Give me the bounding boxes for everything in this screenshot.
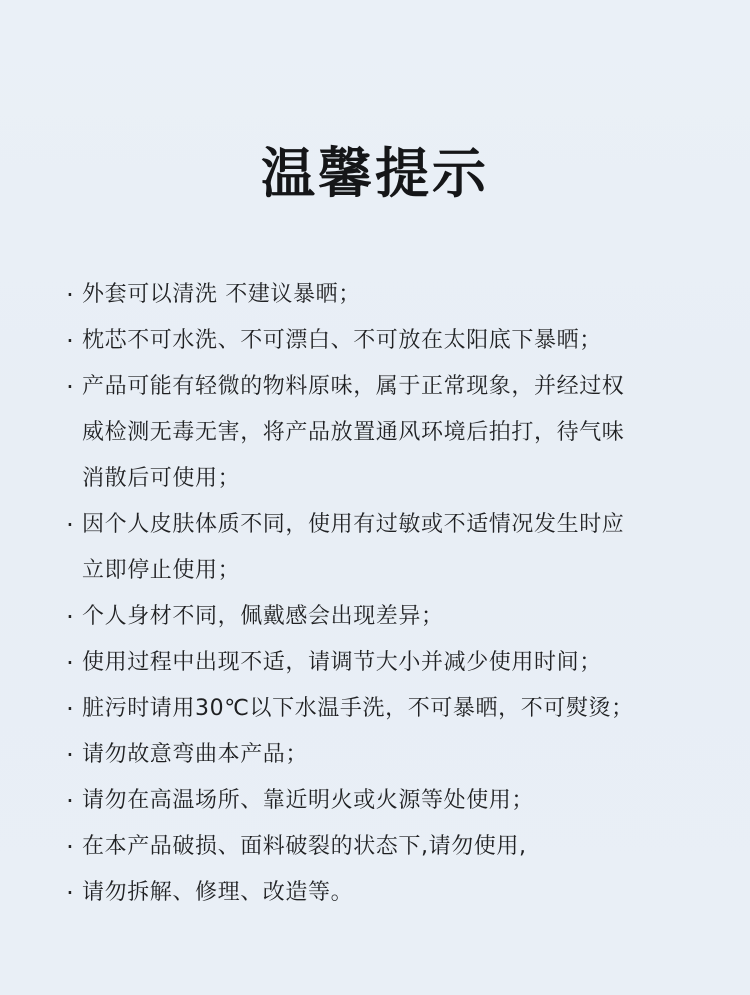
page-title: 温馨提示 bbox=[261, 142, 489, 206]
tip-item bbox=[58, 364, 708, 502]
tip-text: 使用过程中出现不适，请调节大小并减少使用时间； bbox=[82, 650, 602, 675]
bullet-icon: · bbox=[66, 511, 74, 539]
tip-text: 请勿拆解、修理、改造等。 bbox=[82, 880, 354, 905]
tip-text: 请勿在高温场所、靠近明火或火源等处使用； bbox=[82, 788, 535, 813]
tip-text: 产品可能有轻微的物料原味，属于正常现象，并经过权 威检测无毒无害，将产品放置通风环境后拍打，待气味 消散后可使用； bbox=[82, 374, 625, 491]
tip-item bbox=[58, 824, 708, 870]
tip-item bbox=[58, 594, 708, 640]
bullet-icon: · bbox=[66, 327, 74, 355]
tip-item bbox=[58, 870, 708, 916]
tip-item bbox=[58, 318, 708, 364]
bullet-icon: · bbox=[66, 649, 74, 677]
tip-text: 外套可以清洗 不建议暴晒； bbox=[82, 282, 361, 307]
tip-text: 枕芯不可水洗、不可漂白、不可放在太阳底下暴晒； bbox=[82, 328, 602, 353]
tip-item bbox=[58, 732, 708, 778]
bullet-icon: · bbox=[66, 603, 74, 631]
bullet-icon: · bbox=[66, 787, 74, 815]
tip-text: 在本产品破损、面料破裂的状态下,请勿使用, bbox=[82, 834, 527, 859]
tips-list bbox=[58, 272, 708, 916]
tip-text: 因个人皮肤体质不同，使用有过敏或不适情况发生时应 立即停止使用； bbox=[82, 512, 625, 583]
bullet-icon: · bbox=[66, 281, 74, 309]
tip-item bbox=[58, 502, 708, 594]
tip-item bbox=[58, 686, 708, 732]
bullet-icon: · bbox=[66, 833, 74, 861]
tip-item bbox=[58, 272, 708, 318]
bullet-icon: · bbox=[66, 373, 74, 401]
tip-item bbox=[58, 640, 708, 686]
bullet-icon: · bbox=[66, 741, 74, 769]
tip-text: 脏污时请用30℃以下水温手洗，不可暴晒，不可熨烫； bbox=[82, 696, 634, 721]
tip-item bbox=[58, 778, 708, 824]
tip-text: 请勿故意弯曲本产品； bbox=[82, 742, 309, 767]
bullet-icon: · bbox=[66, 695, 74, 723]
tip-text: 个人身材不同，佩戴感会出现差异； bbox=[82, 604, 444, 629]
bullet-icon: · bbox=[66, 879, 74, 907]
